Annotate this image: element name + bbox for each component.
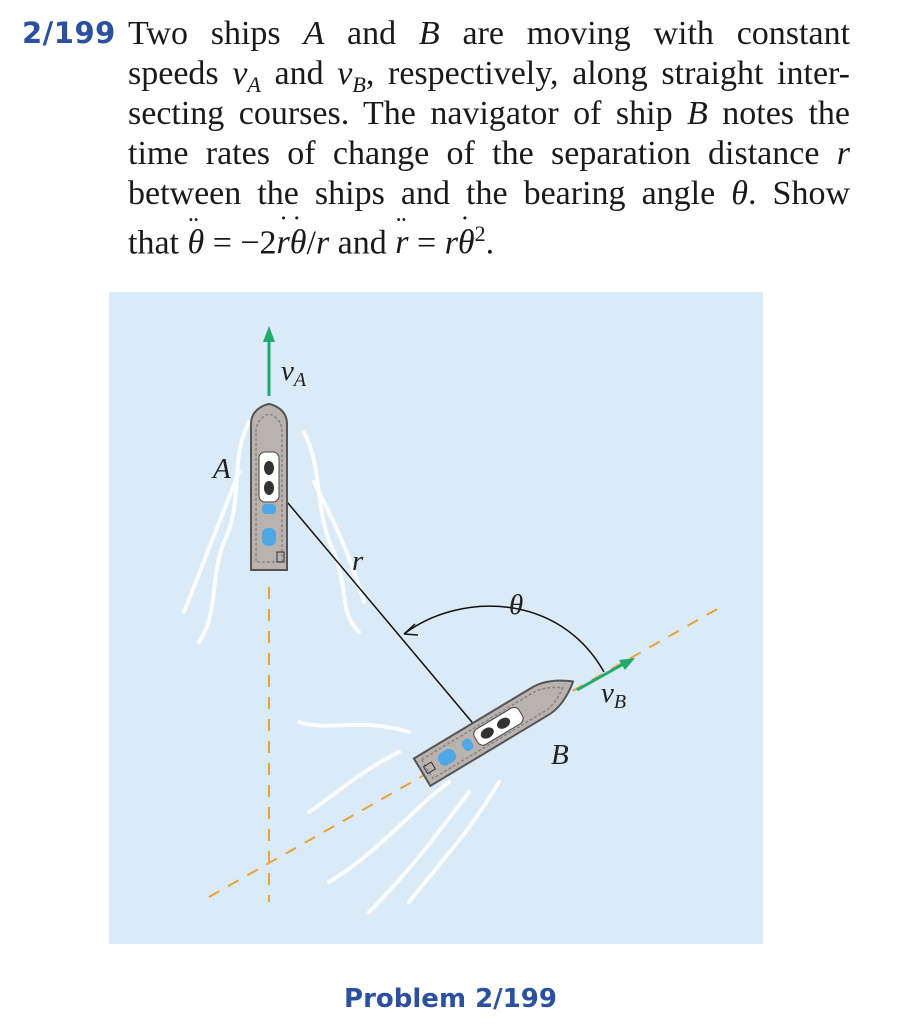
ships-diagram [109, 292, 763, 944]
label-velocity-b: $v_B$ [601, 677, 627, 713]
separation-line [277, 490, 487, 740]
label-ship-a: A [213, 453, 231, 485]
velocity-b-arrowhead [619, 658, 635, 670]
figure-caption: Problem 2/199 [344, 984, 557, 1014]
label-ship-b: B [551, 739, 569, 771]
statement-line-5: between the ships and the bearing angle θ. Show [128, 175, 850, 212]
ship-a [251, 404, 287, 570]
statement-line-3: secting courses. The navigator of ship B notes the [128, 95, 850, 132]
figure-panel [109, 292, 763, 944]
label-separation: r [352, 545, 364, 577]
statement-line-1: Two ships A and B are moving with constant [128, 15, 851, 52]
statement-line-6: that θ ¨ = −2r ˙θ ˙/r and r ¨ = rθ ˙$^2$. [128, 214, 850, 254]
label-velocity-a: $v_A$ [281, 355, 307, 391]
problem-number: 2/199 [22, 16, 116, 50]
statement-line-2: speeds $v_A$ and $v_B$, respectively, along straight inter- [128, 55, 850, 97]
angle-arc [404, 606, 604, 672]
statement-line-4: time rates of change of the separation distance r [128, 135, 850, 172]
velocity-a-arrowhead [263, 326, 275, 342]
label-angle: θ [509, 589, 524, 621]
problem-statement [128, 14, 851, 262]
